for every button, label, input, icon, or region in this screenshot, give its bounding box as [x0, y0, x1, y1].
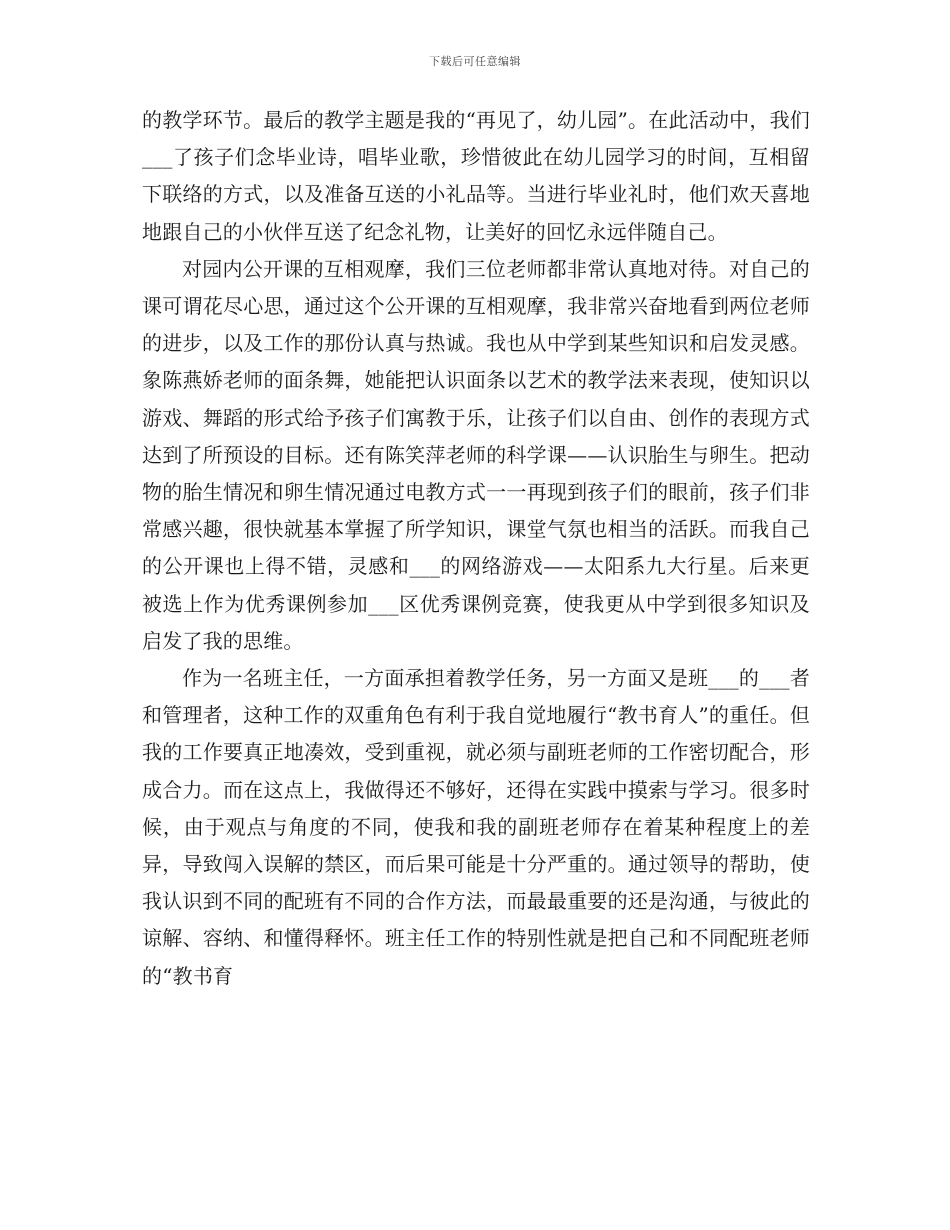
- header-note: 下载后可任意编辑: [429, 55, 521, 68]
- paragraph-1: 的教学环节。最后的教学主题是我的“再见了，幼儿园”。在此活动中，我们___了孩子们念毕业诗，唱毕业歌，珍惜彼此在幼儿园学习的时间，互相留下联络的方式，以及准备互送的小礼品等。当进行毕业礼时，他们欢天喜地地跟自己的小伙伴互送了纪念礼物，让美好的回忆永远伴随自己。: [142, 108, 810, 244]
- document-body: [142, 102, 810, 995]
- paragraph-3: 作为一名班主任，一方面承担着教学任务，另一方面又是班___的___者和管理者，这种工作的双重角色有利于我自觉地履行“教书育人”的重任。但我的工作要真正地凑效，受到重视，就必须与副班老师的工作密切配合，形成合力。而在这点上，我做得还不够好，还得在实践中摸索与学习。很多时候，由于观点与角度的不同，使我和我的副班老师存在着某种程度上的差异，导致闯入误解的禁区，而后果可能是十分严重的。通过领导的帮助，使我认识到不同的配班有不同的合作方法，而最最重要的还是沟通，与彼此的谅解、容纳、和懂得释怀。班主任工作的特别性就是把自己和不同配班老师的“教书育: [142, 666, 810, 988]
- paragraph-2: 对园内公开课的互相观摩，我们三位老师都非常认真地对待。对自己的课可谓花尽心思，通过这个公开课的互相观摩，我非常兴奋地看到两位老师的进步，以及工作的那份认真与热诚。我也从中学到某些知识和启发灵感。象陈燕娇老师的面条舞，她能把认识面条以艺术的教学法来表现，使知识以游戏、舞蹈的形式给予孩子们寓教于乐，让孩子们以自由、创作的表现方式达到了所预设的目标。还有陈笑萍老师的科学课——认识胎生与卵生。把动物的胎生情况和卵生情况通过电教方式一一再现到孩子们的眼前，孩子们非常感兴趣，很快就基本掌握了所学知识，课堂气氛也相当的活跃。而我自己的公开课也上得不错，灵感和___的网络游戏——太阳系九大行星。后来更被选上作为优秀课例参加___区优秀课例竞赛，使我更从中学到很多知识及启发了我的思维。: [142, 256, 810, 653]
